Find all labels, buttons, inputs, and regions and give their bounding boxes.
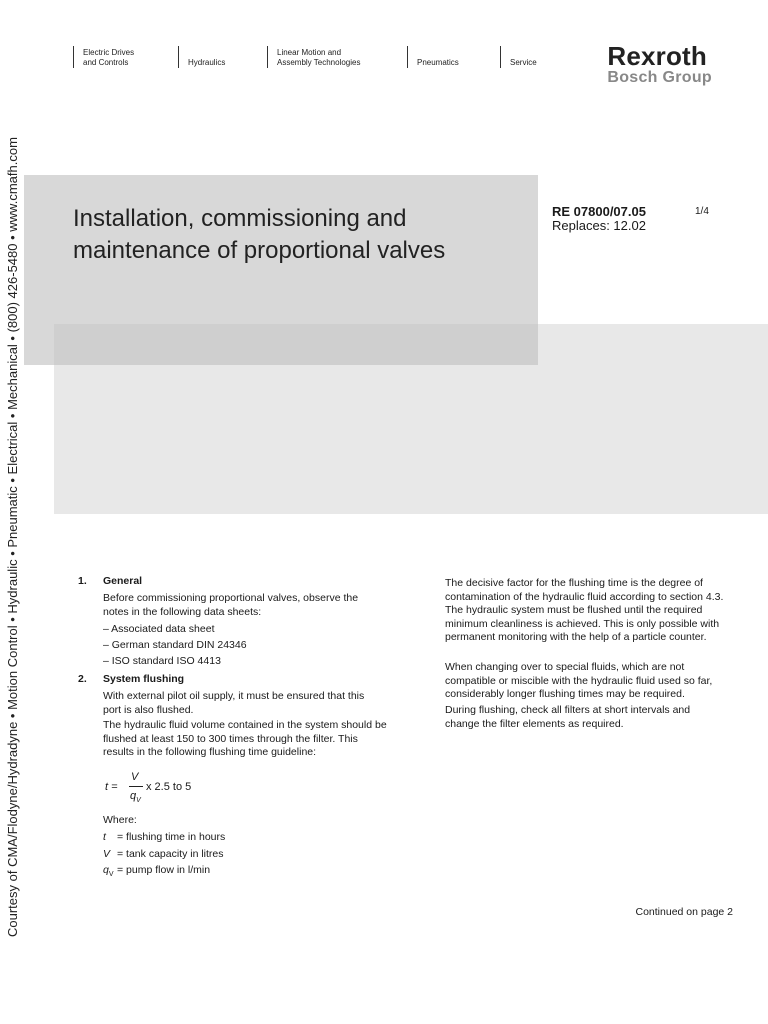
nav-label: Service	[510, 58, 537, 67]
list-item: – German standard DIN 24346	[103, 639, 247, 651]
list-item: – ISO standard ISO 4413	[103, 655, 221, 667]
brand-logo	[607, 42, 712, 86]
replaces-label: Replaces: 12.02	[552, 218, 646, 233]
nav-label: Linear Motion and Assembly Technologies	[277, 48, 361, 67]
formula-lhs: t =	[105, 781, 118, 793]
formula-numerator: V	[131, 771, 139, 783]
where-label: Where:	[103, 814, 137, 826]
list-item: – Associated data sheet	[103, 623, 215, 635]
nav-label: Pneumatics	[417, 58, 459, 67]
right-paragraph-3: During flushing, check all filters at short intervals and change the filter elements as required.	[445, 704, 691, 730]
section-1-intro: Before commissioning proportional valves, observe the notes in the following data sheets:	[103, 592, 359, 618]
nav-item-electric-drives[interactable]	[73, 46, 134, 68]
definition-row: V = tank capacity in litres	[103, 848, 224, 860]
section-1-heading: General	[103, 575, 143, 587]
page-title: Installation, commissioning and maintenance of proportional valves	[73, 205, 446, 264]
section-2-heading: System flushing	[103, 673, 185, 685]
section-2-paragraph-1: With external pilot oil supply, it must be ensured that this port is also flushed.	[103, 690, 365, 716]
flushing-time-formula	[105, 770, 225, 810]
definition-row: $q_V$ = pump flow in l/min	[103, 864, 211, 879]
nav-label: Electric Drives and Controls	[83, 48, 135, 67]
header-band-overlap	[54, 324, 538, 365]
document-number: RE 07800/07.05	[552, 204, 646, 219]
nav-item-hydraulics[interactable]	[178, 46, 225, 68]
section-2-number: 2.	[78, 673, 87, 685]
formula-factor: x 2.5 to 5	[146, 781, 192, 793]
page-number: 1/4	[695, 206, 709, 217]
formula-denominator: $q_V$	[130, 790, 141, 805]
fraction-line	[129, 786, 143, 787]
section-1-number: 1.	[78, 575, 87, 587]
section-2-paragraph-2: The hydraulic fluid volume contained in the system should be flushed at least 150 to 300 times through the filter. This results in the following flushing time guideline:	[103, 719, 387, 758]
right-paragraph-1: The decisive factor for the flushing time is the degree of contamination of the hydraulic fluid according to section 4.3. The hydraulic system must be flushed until the required minimum cleanliness is achieved. This is only possible with permanent monitoring with the help of a particle counter.	[445, 577, 724, 643]
continued-note: Continued on page 2	[635, 906, 733, 918]
right-paragraph-2: When changing over to special fluids, which are not compatible or miscible with the hydraulic fluid used so far, considerably longer flushing times may be required.	[445, 661, 713, 700]
brand-name: Rexroth	[607, 41, 707, 71]
nav-item-service[interactable]	[500, 46, 537, 68]
nav-item-pneumatics[interactable]	[407, 46, 459, 68]
sidebar-courtesy-text: Courtesy of CMA/Flodyne/Hydradyne • Motion Control • Hydraulic • Pneumatic • Electrical • Mechanical • (800) 426-5480 • www.cmafh.com	[5, 137, 20, 937]
brand-group: Bosch Group	[607, 69, 712, 86]
nav-label: Hydraulics	[188, 58, 226, 67]
nav-item-linear-motion[interactable]	[267, 46, 360, 68]
definition-row: t = flushing time in hours	[103, 831, 226, 843]
